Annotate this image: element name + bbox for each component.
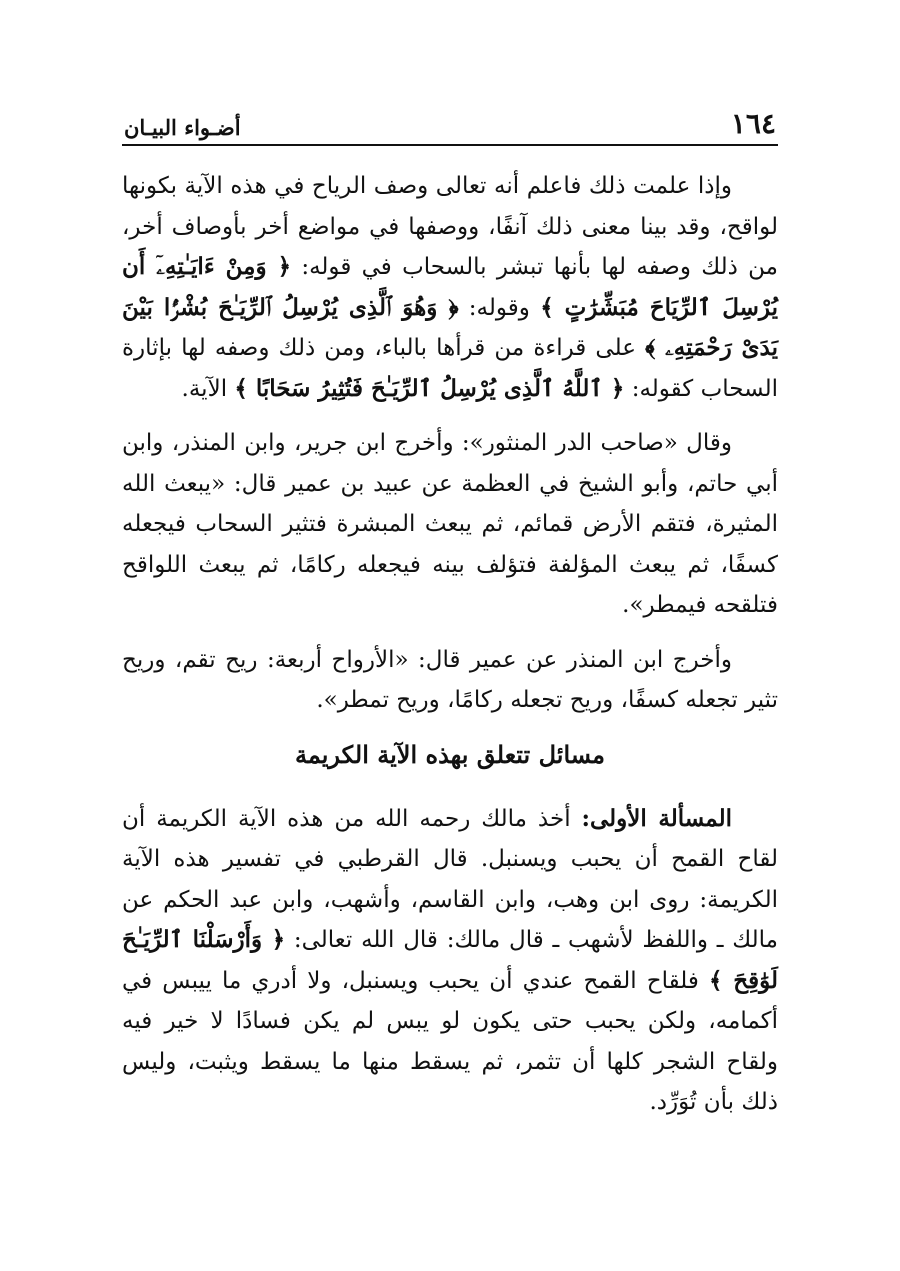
section-heading: مسائل تتعلق بهذه الآية الكريمة	[294, 739, 606, 769]
text-segment: على قراءة من قرأها بالباء، ومن ذلك وصفه لها بإثارة السحاب كقوله:	[122, 335, 778, 402]
quran-verse: ﴿ وَأَرْسَلْنَا ٱلرِّيَـٰحَ لَوَٰقِحَ ﴾	[122, 926, 778, 994]
quran-verse: ﴿ وَهُوَ ٱلَّذِى يُرْسِلُ ٱلرِّيَـٰحَ بُشْرًۢا بَيْنَ يَدَىْ رَحْمَتِهِۦ ﴾	[122, 293, 778, 361]
quran-verse: ﴿ وَمِنْ ءَايَـٰتِهِۦٓ أَن يُرْسِلَ ٱلرِّيَاحَ مُبَشِّرَٰتٍ ﴾	[122, 253, 778, 321]
page-number: ١٦٤	[730, 107, 776, 140]
text-segment: وإذا علمت ذلك فاعلم أنه تعالى وصف الرياح في هذه الآية بكونها لواقح، وقد بينا معنى ذلك آنفًا، ووصفها في مواضع أخر بأوصاف أخر، من ذلك وصفه لها بأنها تبشر بالسحاب في قوله:	[122, 173, 778, 280]
paragraph-4	[122, 799, 778, 1123]
paragraph-3: وأخرج ابن المنذر عن عمير قال: «الأرواح أربعة: ريح تقم، وريح تثير تجعله كسفًا، وريح تجعله ركامًا، وريح تمطر».	[122, 646, 778, 713]
book-page	[122, 100, 778, 1137]
page-header	[122, 100, 778, 146]
text-segment: أخذ مالك رحمه الله من هذه الآية الكريمة أن لقاح القمح أن يحبب ويسنبل. قال القرطبي في تفسير هذه الآية الكريمة: روى ابن وهب، وابن القاسم، وأشهب، وابن عبد الحكم عن مالك ـ واللفظ لأشهب ـ قال مالك: قال الله تعالى:	[122, 805, 779, 953]
quran-verse: ﴿ ٱللَّهُ ٱلَّذِى يُرْسِلُ ٱلرِّيَـٰحَ فَتُثِيرُ سَحَابًا ﴾	[234, 374, 625, 402]
text-segment: وقوله:	[458, 294, 541, 321]
issue-label: المسألة الأولى:	[581, 804, 732, 832]
page-content	[122, 166, 778, 1123]
running-title: أضـواء البيـان	[124, 115, 241, 140]
paragraph-2: وقال «صاحب الدر المنثور»: وأخرج ابن جرير، وابن المنذر، وابن أبي حاتم، وأبو الشيخ في العظمة عن عبيد بن عمير قال: «يبعث الله المثيرة، فتقم الأرض قمائم، ثم يبعث المبشرة فتثير السحاب فيجعله كسفًا، ثم يبعث المؤلفة فتؤلف بينه فيجعله ركامًا، ثم يبعث اللواقح فتلقحه فيمطر».	[122, 430, 778, 618]
text-segment: الآية.	[181, 375, 235, 402]
paragraph-1	[122, 166, 778, 409]
text-segment: فلقاح القمح عندي أن يحبب ويسنبل، ولا أدري ما ييبس في أكمامه، ولكن يحبب حتى يكون لو يبس لم يكن فسادًا لا خير فيه ولقاح الشجر كلها أن تثمر، ثم يسقط منها ما يسقط ويثبت، وليس ذلك بأن تُوَرِّد.	[122, 967, 778, 1115]
